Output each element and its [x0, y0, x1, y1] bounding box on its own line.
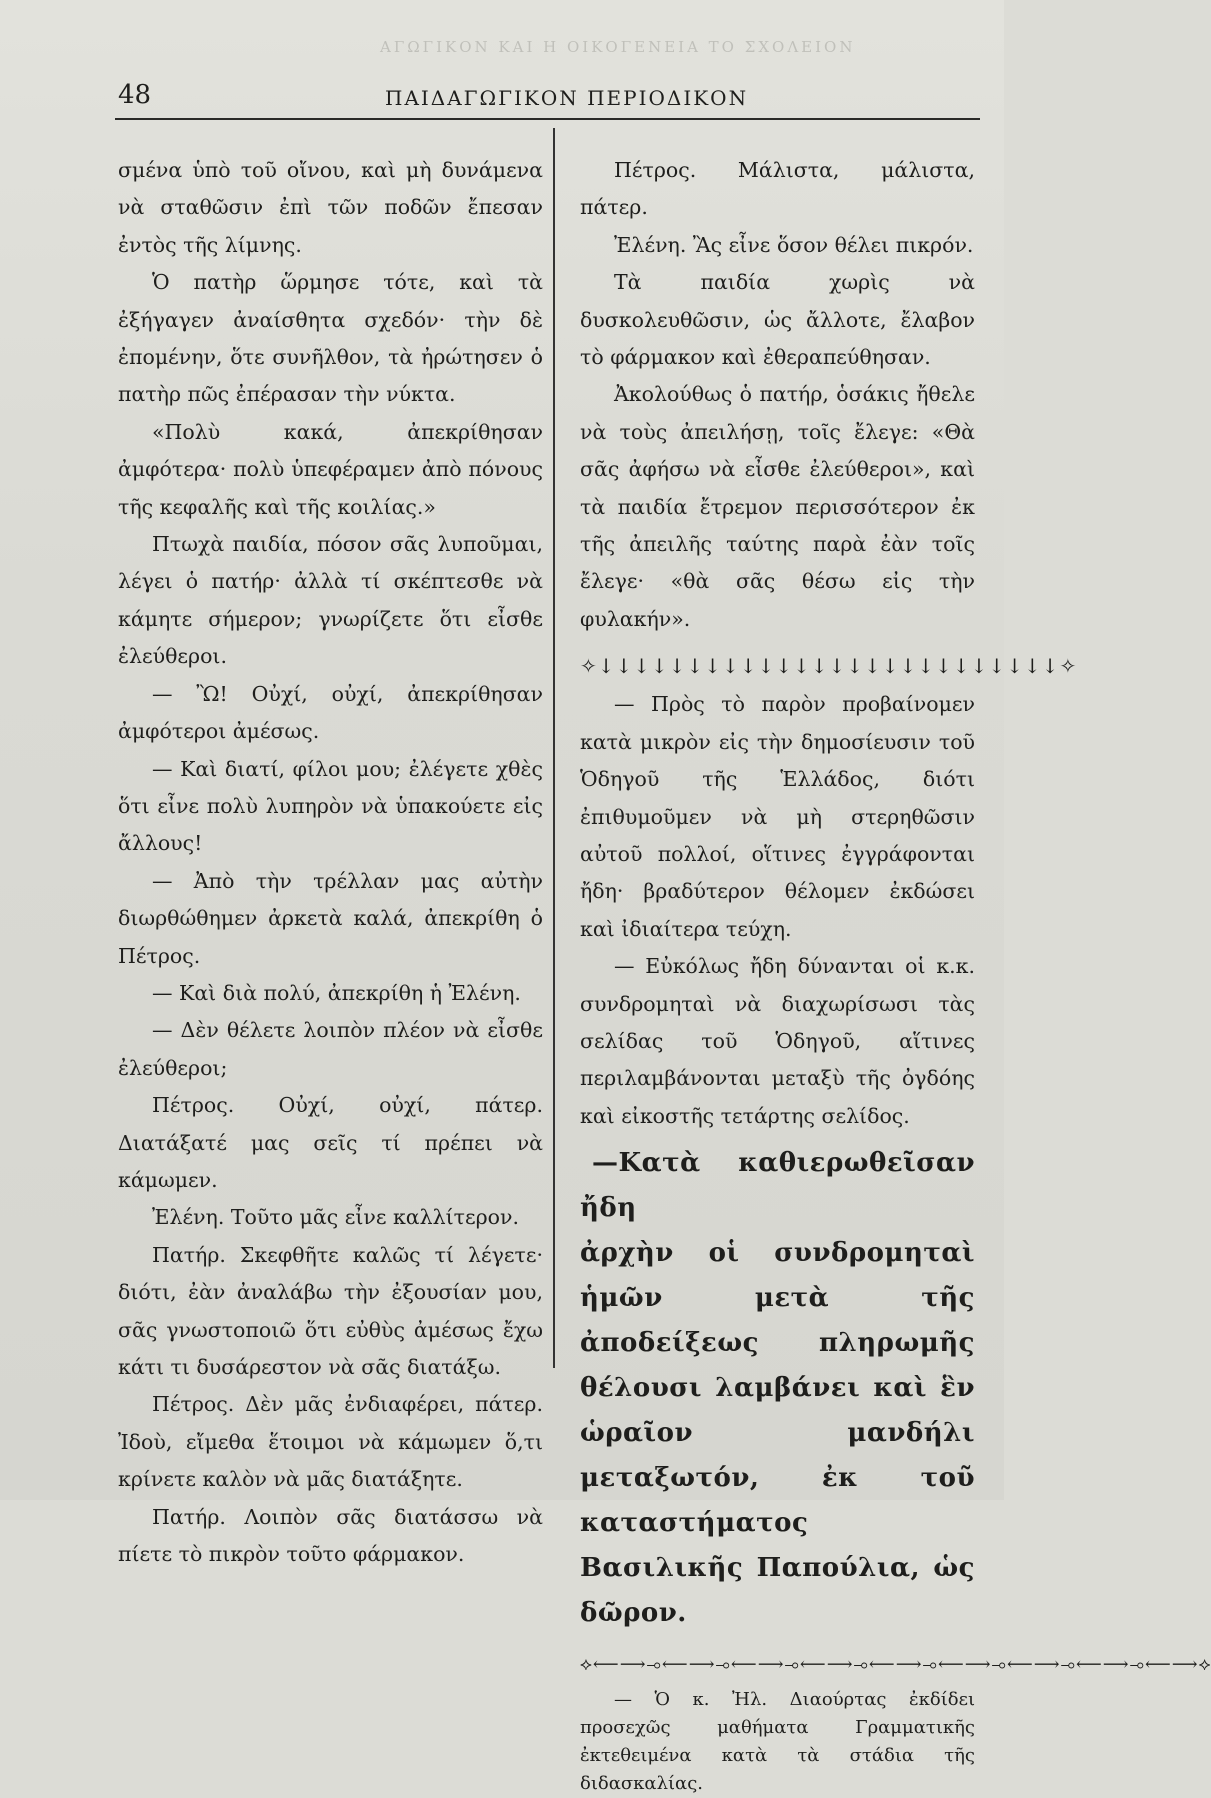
notice-body: ἀρχὴν οἱ συνδρομηταὶ ἡμῶν μετὰ τῆς ἀποδείξεως πληρωμῆς θέλουσι λαμβάνει καὶ ἓν ὡραῖον μανδήλι μεταξωτόν, ἐκ τοῦ καταστήματος Βασιλικῆς Παπούλια, ὡς δῶρον.	[580, 1238, 975, 1629]
dialogue-line: — Ὢ! Οὐχί, οὐχί, ἀπεκρίθησαν ἀμφότεροι ἀμέσως.	[118, 681, 543, 744]
subscriber-notice	[580, 1141, 975, 1636]
dialogue-line: — Ἀπὸ τὴν τρέλλαν μας αὐτὴν διωρθώθημεν ἀρκετὰ καλά, ἀπεκρίθη ὁ Πέτρος.	[118, 868, 543, 968]
dialogue-line: Ἐλένη. Τοῦτο μᾶς εἶνε καλλίτερον.	[152, 1205, 519, 1230]
announcement: — Εὐκόλως ἤδη δύνανται οἱ κ.κ. συνδρομηταὶ νὰ διαχωρίσωσι τὰς σελίδας τοῦ Ὁδηγοῦ, αἵτινες περιλαμβάνονται μεταξὺ τῆς ὀγδόης καὶ εἰκοστῆς τετάρτης σελίδος.	[580, 954, 975, 1128]
right-column	[580, 152, 1211, 1798]
footnote: — Ὁ κ. Ἠλ. Διαούρτας ἐκδίδει προσεχῶς μαθήματα Γραμματικῆς ἐκτεθειμένα κατὰ τὰ στάδια τῆς διδασκαλίας.	[580, 1689, 975, 1795]
paragraph: σμένα ὑπὸ τοῦ οἴνου, καὶ μὴ δυνάμενα νὰ σταθῶσιν ἐπὶ τῶν ποδῶν ἔπεσαν ἐντὸς τῆς λίμνης.	[118, 158, 543, 257]
dialogue-line: Ἐλένη. Ἂς εἶνε ὅσον θέλει πικρόν.	[614, 232, 974, 257]
dialogue-line: Πέτρος. Μάλιστα, μάλιστα, πάτερ.	[580, 158, 975, 220]
ornamental-divider: ⟡⟵⟶⊸⟵⟶⊸⟵⟶⊸⟵⟶⊸⟵⟶⊸⟵⟶⊸⟵⟶⊸⟵⟶⊸⟵⟶⟡	[580, 1654, 1211, 1676]
dialogue-line: Πέτρος. Δὲν μᾶς ἐνδιαφέρει, πάτερ. Ἰδοὺ, εἴμεθα ἕτοιμοι νὰ κάμωμεν ὅ,τι κρίνετε καλὸν νὰ μᾶς διατάξητε.	[118, 1392, 543, 1492]
notice-first-line: —Κατὰ καθιερωθεῖσαν ἤδη	[580, 1148, 975, 1224]
left-column	[118, 152, 543, 1573]
dialogue-line: Πατήρ. Σκεφθῆτε καλῶς τί λέγετε· διότι, ἐὰν ἀναλάβω τὴν ἐξουσίαν μου, σᾶς γνωστοποιῶ ὅτι εὐθὺς ἀμέσως ἔχω κάτι τι δυσάρεστον νὰ σᾶς διατάξω.	[118, 1242, 543, 1379]
dialogue-line: — Καὶ διατί, φίλοι μου; ἐλέγετε χθὲς ὅτι εἶνε πολὺ λυπηρὸν νὰ ὑπακούετε εἰς ἄλλους!	[118, 756, 543, 856]
dialogue-line: Πατήρ. Λοιπὸν σᾶς διατάσσω νὰ πίετε τὸ πικρὸν τοῦτο φάρμακον.	[118, 1504, 543, 1567]
paragraph: Ἀκολούθως ὁ πατήρ, ὁσάκις ἤθελε νὰ τοὺς ἀπειλήσῃ, τοῖς ἔλεγε: «Θὰ σᾶς ἀφήσω νὰ εἶσθε ἐλεύθεροι», καὶ τὰ παιδία ἔτρεμον περισσότερον ἐκ τῆς ἀπειλῆς ταύτης παρὰ ἐὰν τοῖς ἔλεγε· «θὰ σᾶς θέσω εἰς τὴν φυλακήν».	[580, 382, 975, 631]
paragraph: Ὁ πατὴρ ὥρμησε τότε, καὶ τὰ ἐξήγαγεν ἀναίσθητα σχεδόν· τὴν δὲ ἐπομένην, ὅτε συνῆλθον, τὰ ἠρώτησεν ὁ πατὴρ πῶς ἐπέρασαν τὴν νύκτα.	[118, 270, 543, 407]
bleed-through-text: ΑΓΩΓΙΚΟΝ ΚΑΙ Η ΟΙΚΟΓΕΝΕΙΑ ΤΟ ΣΧΟΛΕΙΟΝ	[380, 38, 856, 56]
paragraph: Τὰ παιδία χωρὶς νὰ δυσκολευθῶσιν, ὡς ἄλλοτε, ἔλαβον τὸ φάρμακον καὶ ἐθεραπεύθησαν.	[580, 270, 975, 370]
column-divider	[553, 128, 555, 1368]
dialogue-line: — Δὲν θέλετε λοιπὸν πλέον νὰ εἶσθε ἐλεύθεροι;	[118, 1018, 543, 1080]
header-rule	[115, 118, 980, 120]
dialogue-line: — Καὶ διὰ πολύ, ἀπεκρίθη ἡ Ἐλένη.	[152, 980, 521, 1005]
running-header: ΠΑΙΔΑΓΩΓΙΚΟΝ ΠΕΡΙΟΔΙΚΟΝ	[385, 86, 749, 110]
page-number: 48	[118, 80, 152, 110]
announcement: — Πρὸς τὸ παρὸν προβαίνομεν κατὰ μικρὸν εἰς τὴν δημοσίευσιν τοῦ Ὁδηγοῦ τῆς Ἑλλάδος, διότι ἐπιθυμοῦμεν νὰ μὴ στερηθῶσιν αὐτοῦ πολλοί, οἵτινες ἐγγράφονται ἤδη· βραδύτερον θέλομεν ἐκδώσει καὶ ἰδιαίτερα τεύχη.	[580, 692, 975, 941]
paragraph: Πτωχὰ παιδία, πόσον σᾶς λυποῦμαι, λέγει ὁ πατήρ· ἀλλὰ τί σκέπτεσθε νὰ κάμητε σήμερον; γνωρίζετε ὅτι εἶσθε ἐλεύθεροι.	[118, 532, 543, 669]
dialogue-line: Πέτρος. Οὐχί, οὐχί, πάτερ. Διατάξατέ μας σεῖς τί πρέπει νὰ κάμωμεν.	[118, 1093, 543, 1192]
paragraph: «Πολὺ κακά, ἀπεκρίθησαν ἀμφότερα· πολὺ ὑπεφέραμεν ἀπὸ πόνους τῆς κεφαλῆς καὶ τῆς κοιλίας.»	[118, 419, 543, 519]
ornamental-border: ✧↓↓↓↓↓↓↓↓↓↓↓↓↓↓↓↓↓↓↓↓↓↓↓↓↓↓✧	[580, 654, 1078, 679]
